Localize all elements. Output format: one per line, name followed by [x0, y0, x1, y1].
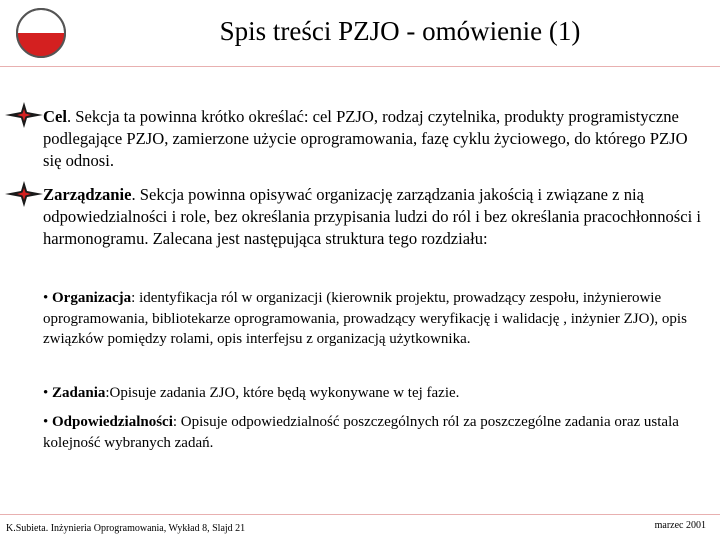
item-term: Cel: [43, 107, 67, 126]
subitem-odpowiedzialnosci: [43, 412, 693, 453]
sub-marker: •: [43, 385, 49, 401]
footer-date: marzec 2001: [654, 520, 706, 531]
sub-term: Odpowiedzialności: [52, 414, 173, 430]
item-cel: [43, 106, 703, 172]
subitem-zadania: [43, 383, 693, 404]
logo-icon: [14, 6, 68, 60]
footer-credit: K.Subieta. Inżynieria Oprogramowania, Wykład 8, Slajd 21: [6, 523, 246, 534]
star-bullet-icon: [4, 180, 44, 208]
footer-divider: [0, 514, 720, 515]
sub-term: Organizacja: [52, 290, 132, 306]
sub-text: : identyfikacja ról w organizacji (kierownik projektu, prowadzący zespołu, inżynierowie oprogramowania, bibliotekarze oprogramowania, prowadzący weryfikację i walidację , inżynier ZJO), opis związków pomiędzy rolami, opis interfejsu z organizacją użytkownika.: [43, 290, 687, 347]
item-text: . Sekcja powinna opisywać organizację zarządzania jakością i związane z nią odpowiedzialności i role, bez określania przypisania ludzi do ról i bez określania pracochłonności i harmonogramu. Zalecana jest następująca struktura tego rozdziału:: [43, 185, 701, 248]
item-zarzadzanie: [43, 184, 703, 250]
sub-text: : Opisuje odpowiedzialność poszczególnych ról za poszczególne zadania oraz ustala kolejność wybranych zadań.: [43, 414, 679, 451]
item-term: Zarządzanie: [43, 185, 132, 204]
sub-text: :Opisuje zadania ZJO, które będą wykonywane w tej fazie.: [105, 385, 460, 401]
sub-marker: •: [43, 290, 49, 306]
sub-term: Zadania: [52, 385, 106, 401]
sub-marker: •: [43, 414, 49, 430]
item-text: . Sekcja ta powinna krótko określać: cel PZJO, rodzaj czytelnika, produkty programistyczne podlegające PZJO, zamierzone użycie oprogramowania, fazę cyklu życiowego, do którego PZJO się odnosi.: [43, 107, 688, 170]
header-divider: [0, 66, 720, 67]
subitem-organizacja: [43, 288, 693, 350]
page-title: Spis treści PZJO - omówienie (1): [219, 16, 581, 46]
star-bullet-icon: [4, 101, 44, 129]
